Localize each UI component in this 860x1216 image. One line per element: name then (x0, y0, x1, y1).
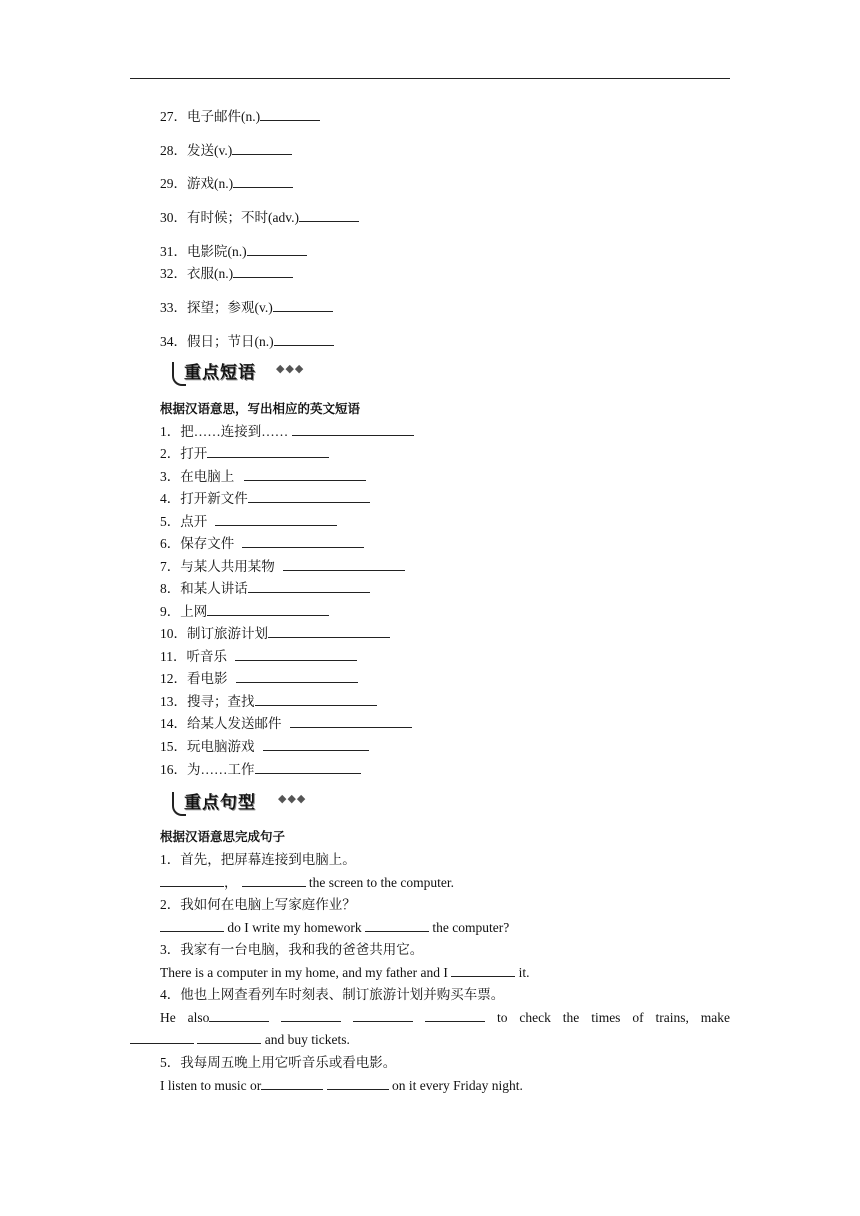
sentence-5-english: I listen to music or on it every Friday night. (160, 1078, 523, 1093)
phrase-item-7: 7．与某人共用某物 (160, 558, 405, 576)
answer-blank[interactable] (283, 558, 405, 571)
answer-blank[interactable] (244, 468, 366, 481)
answer-blank[interactable] (160, 874, 224, 887)
answer-blank[interactable] (233, 265, 293, 278)
answer-blank[interactable] (273, 299, 333, 312)
answer-blank[interactable] (130, 1031, 194, 1044)
answer-blank[interactable] (242, 874, 306, 887)
sentence-3-chinese: 3．我家有一台电脑，我和我的爸爸共用它。 (160, 942, 424, 957)
sentences-section-header (172, 788, 332, 818)
header-rule (130, 78, 730, 79)
section-title: 重点短语 (184, 363, 256, 383)
answer-blank[interactable] (261, 1077, 323, 1090)
section-title: 重点句型 (184, 793, 256, 813)
answer-blank[interactable] (232, 142, 292, 155)
answer-blank[interactable] (233, 175, 293, 188)
answer-blank[interactable] (274, 333, 334, 346)
answer-blank[interactable] (209, 1009, 269, 1022)
phrase-item-12: 12．看电影 (160, 670, 358, 688)
phrase-item-4: 4．打开新文件 (160, 490, 370, 508)
sentence-1-english: ， the screen to the computer. (160, 874, 454, 892)
vocab-item-31: 31．电影院(n.) (160, 243, 307, 261)
diamond-icons: ◆◆◆ (278, 793, 307, 805)
phrase-item-1: 1．把……连接到…… (160, 423, 414, 441)
vocab-item-30: 30．有时候；不时(adv.) (160, 209, 359, 227)
answer-blank[interactable] (451, 964, 515, 977)
answer-blank[interactable] (235, 648, 357, 661)
answer-blank[interactable] (255, 761, 361, 774)
phrase-item-14: 14．给某人发送邮件 (160, 715, 412, 733)
sentence-4-chinese: 4．他也上网查看列车时刻表、制订旅游计划并购买车票。 (160, 987, 505, 1002)
phrase-item-9: 9．上网 (160, 603, 329, 621)
answer-blank[interactable] (281, 1009, 341, 1022)
phrase-item-11: 11．听音乐 (160, 648, 357, 666)
vocab-item-33: 33．探望；参观(v.) (160, 299, 333, 317)
answer-blank[interactable] (197, 1031, 261, 1044)
sentences-instruction: 根据汉语意思完成句子 (160, 829, 286, 844)
answer-blank[interactable] (292, 423, 414, 436)
answer-blank[interactable] (425, 1009, 485, 1022)
phrase-item-5: 5．点开 (160, 513, 337, 531)
answer-blank[interactable] (268, 625, 390, 638)
answer-blank[interactable] (247, 243, 307, 256)
sentence-2-english: do I write my homework the computer? (160, 919, 509, 937)
answer-blank[interactable] (260, 108, 320, 121)
phrase-item-2: 2．打开 (160, 445, 329, 463)
vocab-item-32: 32．衣服(n.) (160, 265, 293, 283)
sentence-2-chinese: 2．我如何在电脑上写家庭作业？ (160, 897, 356, 912)
answer-blank[interactable] (365, 919, 429, 932)
vocab-item-34: 34．假日；节日(n.) (160, 333, 334, 351)
phrases-section-header (172, 358, 332, 388)
answer-blank[interactable] (248, 580, 370, 593)
answer-blank[interactable] (160, 919, 224, 932)
answer-blank[interactable] (299, 209, 359, 222)
answer-blank[interactable] (255, 693, 377, 706)
answer-blank[interactable] (236, 670, 358, 683)
sentence-3-english: There is a computer in my home, and my father and I it. (160, 965, 530, 980)
vocab-item-28: 28．发送(v.) (160, 142, 292, 160)
phrase-item-6: 6．保存文件 (160, 535, 364, 553)
phrase-item-3: 3．在电脑上 (160, 468, 366, 486)
answer-blank[interactable] (290, 715, 412, 728)
answer-blank[interactable] (327, 1077, 389, 1090)
phrases-instruction: 根据汉语意思，写出相应的英文短语 (160, 401, 361, 416)
vocab-item-29: 29．游戏(n.) (160, 175, 293, 193)
phrase-item-16: 16．为……工作 (160, 761, 361, 779)
answer-blank[interactable] (263, 738, 369, 751)
phrase-item-10: 10．制订旅游计划 (160, 625, 390, 643)
sentence-4-english-line1: He also to check the times of trains, make (160, 1010, 730, 1025)
sentence-1-chinese: 1．首先，把屏幕连接到电脑上。 (160, 852, 356, 867)
vocab-item-27: 27．电子邮件(n.) (160, 108, 320, 126)
answer-blank[interactable] (242, 535, 364, 548)
answer-blank[interactable] (207, 445, 329, 458)
sentence-4-english-line2: and buy tickets. (130, 1031, 350, 1049)
phrase-item-8: 8．和某人讲话 (160, 580, 370, 598)
answer-blank[interactable] (207, 603, 329, 616)
phrase-item-13: 13．搜寻；查找 (160, 693, 377, 711)
phrase-item-15: 15．玩电脑游戏 (160, 738, 369, 756)
answer-blank[interactable] (248, 490, 370, 503)
answer-blank[interactable] (215, 513, 337, 526)
sentence-5-chinese: 5．我每周五晚上用它听音乐或看电影。 (160, 1055, 397, 1070)
diamond-icons: ◆◆◆ (276, 363, 305, 375)
answer-blank[interactable] (353, 1009, 413, 1022)
